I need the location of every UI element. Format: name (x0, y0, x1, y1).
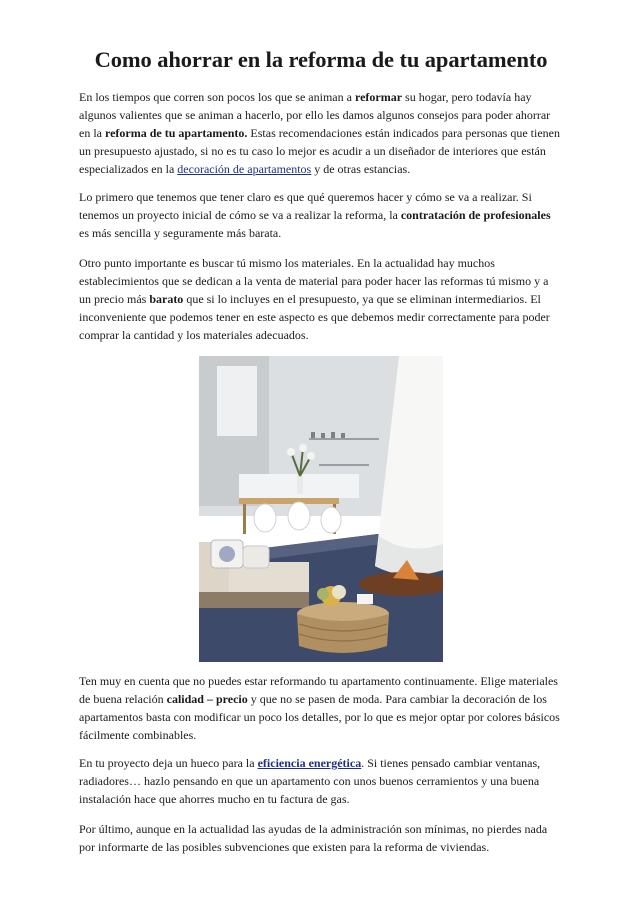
document-page (79, 46, 563, 868)
sofa-base (199, 592, 309, 608)
text: Lo primero que tenemos que tener claro es que qué queremos hacer y cómo se va a realizar. Si tenemos un proyecto inicial de cómo se va a realizar la reforma, la (79, 190, 532, 222)
paragraph-subvenciones (79, 820, 563, 856)
bold-calidad-precio: calidad – precio (166, 692, 248, 706)
shelf-item (311, 432, 315, 438)
text: . Si tienes pensado cambiar ventanas, radiadores… hazlo pensando en que un apartamento con unos buenos cerramientos y una buena instalación hace que ahorres mucho en tu factura de gas. (79, 756, 541, 806)
living-room-illustration (199, 356, 443, 662)
paragraph-calidad (79, 672, 563, 744)
dining-table (239, 498, 339, 504)
text: y que no se pasen de moda. Para cambiar la decoración de los apartamentos basta con modificar un poco los detalles, por lo que es mejor optar por colores básicos fácilmente combinables. (79, 692, 560, 742)
centerpiece (332, 585, 346, 599)
flower (299, 444, 307, 452)
shelf (319, 464, 369, 466)
shelf (309, 438, 379, 440)
paragraph-materiales (79, 254, 563, 344)
page-title: Como ahorrar en la reforma de tu apartamento (94, 47, 548, 72)
link-eficiencia-energetica[interactable]: eficiencia energética (257, 756, 362, 770)
chair (288, 502, 310, 530)
text: Ten muy en cuenta que no puedes estar reformando tu apartamento continuamente. Elige materiales de buena relación (79, 674, 558, 706)
table-ornament (357, 594, 373, 604)
bold-contratacion: contratación de profesionales (400, 208, 551, 222)
text: es más sencilla y seguramente más barata. (79, 226, 282, 240)
pillow (243, 546, 269, 568)
text: su hogar, pero todavía hay algunos valientes que se animan a hacerlo, por ello les damos algunos consejos para poder ahorrar en la (79, 90, 551, 140)
centerpiece (317, 588, 329, 600)
paragraph-profesionales (79, 188, 563, 242)
text: Por último, aunque en la actualidad las ayudas de la administración son mínimas, no pierdes nada por informarte de las posibles subvenciones que existen para la reforma de viviendas. (79, 822, 548, 854)
chair (321, 507, 341, 533)
link-decoracion-apartamentos[interactable]: decoración de apartamentos (177, 162, 312, 176)
shelf-item (341, 433, 345, 438)
table-leg (243, 504, 246, 534)
text: que si lo incluyes en el presupuesto, ya que se eliminan intermediarios. El inconveniente que podemos tener en este aspecto es que debemos medir correctamente para poder comprar la cantidad y los materiales adecuados. (79, 292, 550, 342)
flower (287, 448, 295, 456)
paragraph-eficiencia (79, 754, 563, 808)
text: En tu proyecto deja un hueco para la (79, 756, 258, 770)
bold-reformar: reformar (354, 90, 403, 104)
bold-reforma-apartamento: reforma de tu apartamento. (105, 126, 248, 140)
living-room-photo (199, 356, 443, 662)
vase (297, 476, 303, 494)
window (217, 366, 257, 436)
pillow-pattern (219, 546, 235, 562)
paragraph-intro (79, 88, 563, 178)
shelf-item (331, 432, 335, 438)
text: En los tiempos que corren son pocos los que se animan a (79, 90, 355, 104)
text: y de otras estancias. (311, 162, 411, 176)
text: Otro punto importante es buscar tú mismo los materiales. En la actualidad hay muchos establecimientos que se dedican a la venta de material para poder hacer las reformas tú mismo y a un precio más (79, 256, 549, 306)
flower (307, 452, 315, 460)
shelf-item (321, 433, 325, 438)
bold-barato: barato (149, 292, 184, 306)
text: Estas recomendaciones están indicados para personas que tienen un presupuesto ajustado, si no es tu caso lo mejor es acudir a un diseñador de interiores que están especializados en la (79, 126, 560, 176)
chair (254, 504, 276, 532)
